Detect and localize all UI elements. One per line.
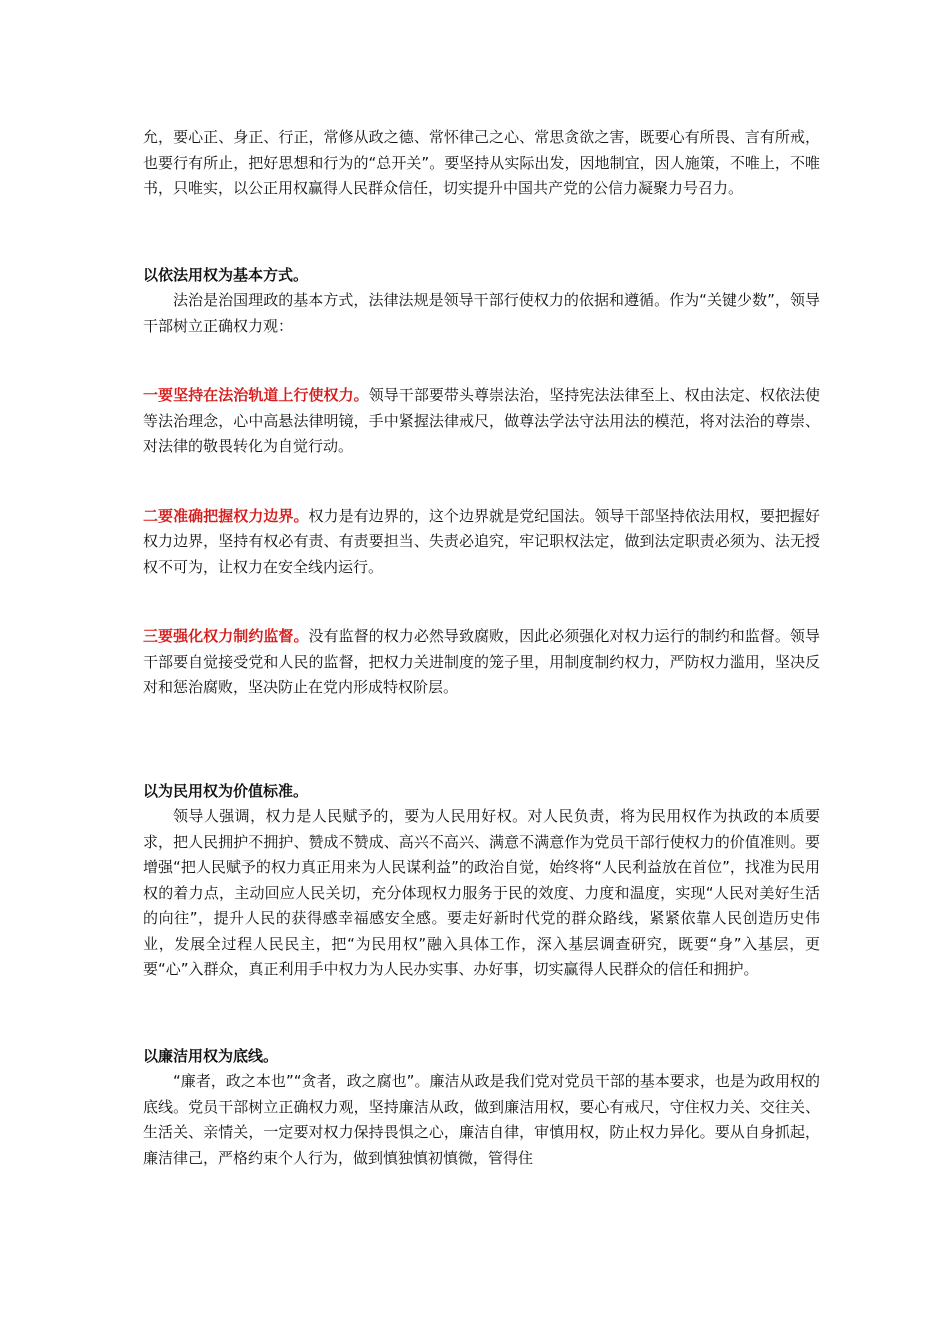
- law-point-3-lead: 三要强化权力制约监督。: [143, 627, 309, 645]
- section-law-intro: 法治是治国理政的基本方式，法律法规是领导干部行使权力的依据和遵循。作为“关键少数”，领导干部树立正确权力观：: [143, 291, 820, 335]
- document-page: [143, 125, 820, 1171]
- spacer: [143, 460, 820, 504]
- law-point-3-body: 没有监督的权力必然导致腐败，因此必须强化对权力运行的制约和监督。领导干部要自觉接受党和人民的监督，把权力关进制度的笼子里，用制度制约权力，严防权力滥用，坚决反对和惩治腐败，坚决防止在党内形成特权阶层。: [143, 627, 820, 696]
- section-heading-law: 以依法用权为基本方式。: [143, 265, 309, 284]
- spacer: [143, 983, 820, 1044]
- section-heading-people: 以为民用权为价值标准。: [143, 781, 309, 800]
- intro-paragraph: 允，要心正、身正、行正，常修从政之德、常怀律己之心、常思贪欲之害，既要心有所畏、言有所戒，也要行有所止，把好思想和行为的“总开关”。要坚持从实际出发，因地制宜，因人施策，不唯上，不唯书，只唯实，以公正用权赢得人民群众信任，切实提升中国共产党的公信力凝聚力号召力。: [143, 128, 820, 197]
- law-point-1: [143, 383, 820, 460]
- law-point-2-body: 权力是有边界的，这个边界就是党纪国法。领导干部坚持依法用权，要把握好权力边界，坚持有权必有责、有责要担当、失责必追究，牢记职权法定，做到法定职责必须为、法无授权不可为，让权力在安全线内运行。: [143, 506, 820, 576]
- law-point-1-body: 领导干部要带头尊崇法治，坚持宪法法律至上、权由法定、权依法使等法治理念，心中高悬法律明镜，手中紧握法律戒尺，做尊法学法守法用法的模范，将对法治的尊崇、对法律的敬畏转化为自觉行动。: [143, 386, 820, 455]
- law-point-1-lead: 一要坚持在法治轨道上行使权力。: [143, 386, 369, 404]
- section-people-body: 领导人强调，权力是人民赋予的，要为人民用好权。对人民负责，将为民用权作为执政的本质要求，把人民拥护不拥护、赞成不赞成、高兴不高兴、满意不满意作为党员干部行使权力的价值准则。要增强“把人民赋予的权力真正用来为人民谋利益”的政治自觉，始终将“人民利益放在首位”，找准为民用权的着力点，主动回应人民关切，充分体现权力服务于民的效度、力度和温度，实现“人民对美好生活的向往”，提升人民的获得感幸福感安全感。要走好新时代党的群众路线，紧紧依靠人民创造历史伟业，发展全过程人民民主，把“为民用权”融入具体工作，深入基层调查研究，既要“身”入基层，更要“心”入群众，真正利用手中权力为人民办实事、办好事，切实赢得人民群众的信任和拥护。: [143, 807, 820, 978]
- law-point-2-lead: 二要准确把握权力边界。: [143, 506, 309, 525]
- section-heading-clean: 以廉洁用权为底线。: [143, 1046, 279, 1065]
- section-clean-body: “廉者，政之本也”“贪者，政之腐也”。廉洁从政是我们党对党员干部的基本要求，也是为政用权的底线。党员干部树立正确权力观，坚持廉洁从政，做到廉洁用权，要心有戒尺，守住权力关、交往关、生活关、亲情关，一定要对权力保持畏惧之心，廉洁自律，审慎用权，防止权力异化。要从自身抓起，廉洁律己，严格约束个人行为，做到慎独慎初慎微，管得住: [143, 1072, 820, 1167]
- spacer: [143, 339, 820, 383]
- law-point-2: [143, 504, 820, 581]
- spacer: [143, 580, 820, 624]
- spacer: [143, 701, 820, 779]
- spacer: [143, 202, 820, 263]
- law-point-3: [143, 624, 820, 701]
